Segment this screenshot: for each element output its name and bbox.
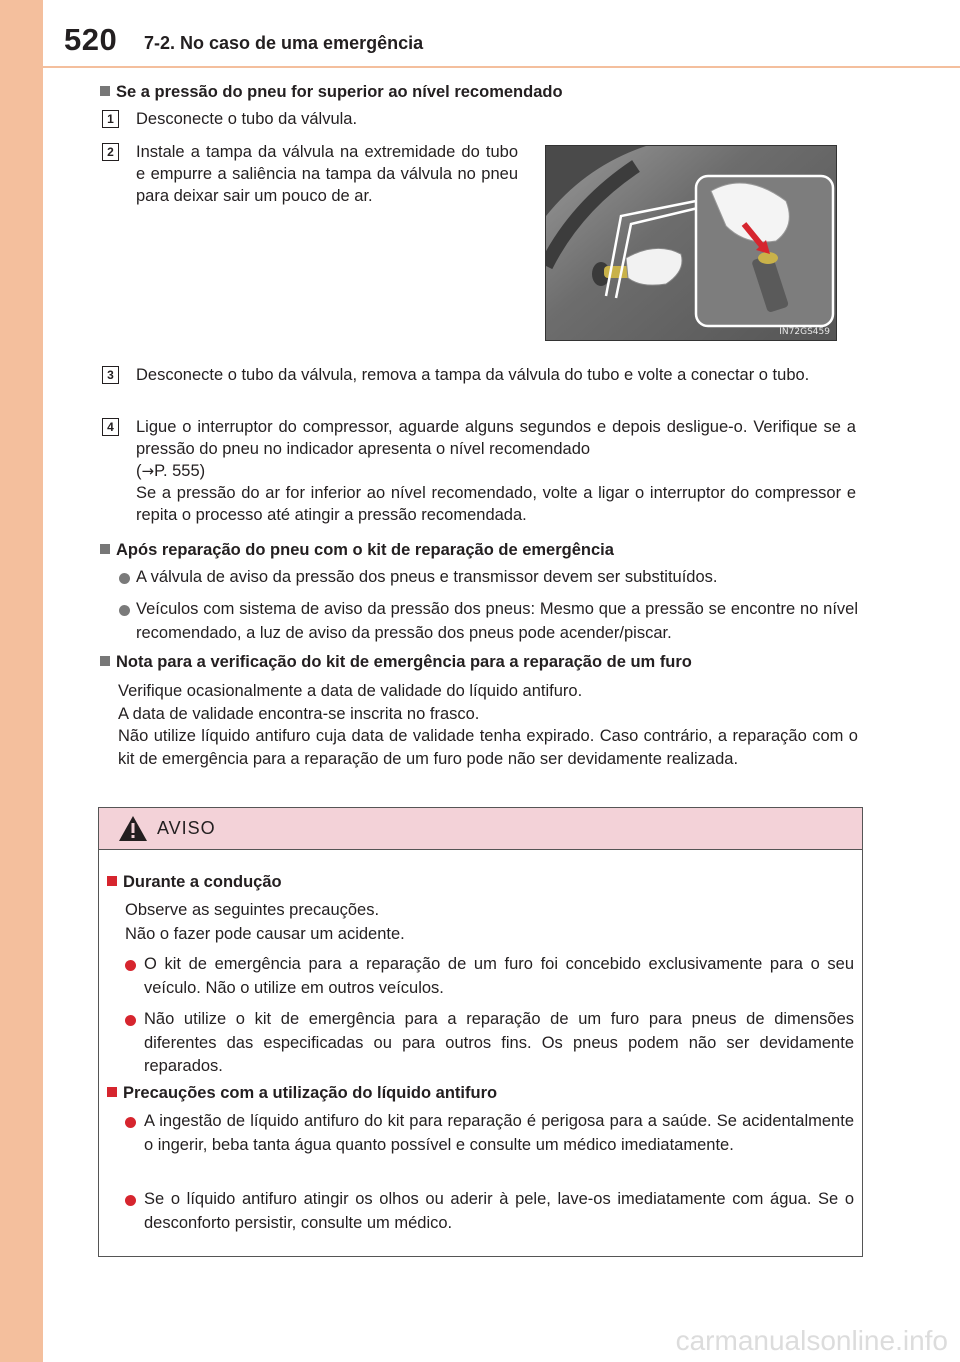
intro-line: Não o fazer pode causar um acidente.: [125, 924, 405, 943]
step-4-text-b: Se a pressão do ar for inferior ao nível recomendado, volte a ligar o interruptor do compressor e repita o processo até atingir a pressão recomendada.: [136, 484, 856, 524]
step-4-text-a: Ligue o interruptor do compressor, aguarde alguns segundos e depois desligue-o. Verifique se a pressão do pneu no indicador apresenta o nível recomendado: [136, 418, 856, 458]
reference-arrow-icon: →: [141, 462, 155, 480]
heading-text: Durante a condução: [123, 873, 282, 891]
note-line: A data de validade encontra-se inscrita no frasco.: [118, 704, 480, 723]
step-2-text: Instale a tampa da válvula na extremidade do tubo e empurre a saliência na tampa da válvula no pneu para deixar sair um pouco de ar.: [136, 143, 518, 205]
heading-text: Se a pressão do pneu for superior ao nível recomendado: [116, 83, 563, 101]
warning-title: AVISO: [157, 818, 216, 838]
step-number-4: 4: [102, 418, 119, 436]
heading-text: Precauções com a utilização do líquido antifuro: [123, 1084, 498, 1102]
list-item: A válvula de aviso da pressão dos pneus e transmissor devem ser substituídos.: [136, 568, 718, 586]
chapter-title: 7-2. No caso de uma emergência: [144, 33, 424, 53]
figure-code: IN72GS459: [779, 327, 830, 337]
list-item: O kit de emergência para a reparação de um furo foi concebido exclusivamente para o seu veículo. Não o utilize em outros veículos.: [144, 955, 854, 997]
list-item: A ingestão de líquido antifuro do kit para reparação é perigosa para a saúde. Se acidentalmente o ingerir, beba tanta água quanto possível e consulte um médico imediatamente.: [144, 1112, 854, 1154]
intro-line: Observe as seguintes precauções.: [125, 901, 380, 919]
page-number: 520: [64, 22, 118, 57]
step-number-3: 3: [102, 366, 119, 384]
step-number-2: 2: [102, 143, 119, 161]
watermark-text: carmanualsonline.info: [675, 1325, 948, 1356]
step-1-text: Desconecte o tubo da válvula.: [136, 110, 358, 128]
page-reference-link[interactable]: P. 555: [154, 462, 200, 480]
note-line: Verifique ocasionalmente a data de validade do líquido antifuro.: [118, 682, 583, 700]
list-item: Se o líquido antifuro atingir os olhos ou aderir à pele, lave-os imediatamente com água. Se o desconforto persistir, consulte um médico.: [144, 1190, 854, 1232]
heading-text: Nota para a verificação do kit de emergência para a reparação de um furo: [116, 653, 692, 671]
list-item: Veículos com sistema de aviso da pressão dos pneus: Mesmo que a pressão se encontre no nível recomendado, a luz de aviso da pressão dos pneus pode acender/piscar.: [136, 600, 858, 642]
note-line: Não utilize líquido antifuro cuja data de validade tenha expirado. Caso contrário, a reparação com o kit de emergência para a reparação de um furo pode não ser devidamente realizada.: [118, 727, 858, 768]
step-number-1: 1: [102, 110, 119, 128]
step-4-text: Ligue o interruptor do compressor, aguarde alguns segundos e depois desligue-o. Verifique se a pressão do pneu no indicador apresenta o nível recomendado (→P. 555) Se a pressão do ar for inferior ao nível recomendado, volte a ligar o interruptor do compressor e repita o processo até atingir a pressão recomendada.: [136, 418, 856, 524]
list-item: Não utilize o kit de emergência para a reparação de um furo para pneus de dimensões diferentes das especificadas ou para outros fins. Os pneus podem não ser devidamente reparados.: [144, 1010, 854, 1075]
heading-text: Após reparação do pneu com o kit de reparação de emergência: [116, 541, 614, 559]
step-3-text: Desconecte o tubo da válvula, remova a tampa da válvula do tubo e volte a conectar o tubo.: [136, 366, 810, 384]
